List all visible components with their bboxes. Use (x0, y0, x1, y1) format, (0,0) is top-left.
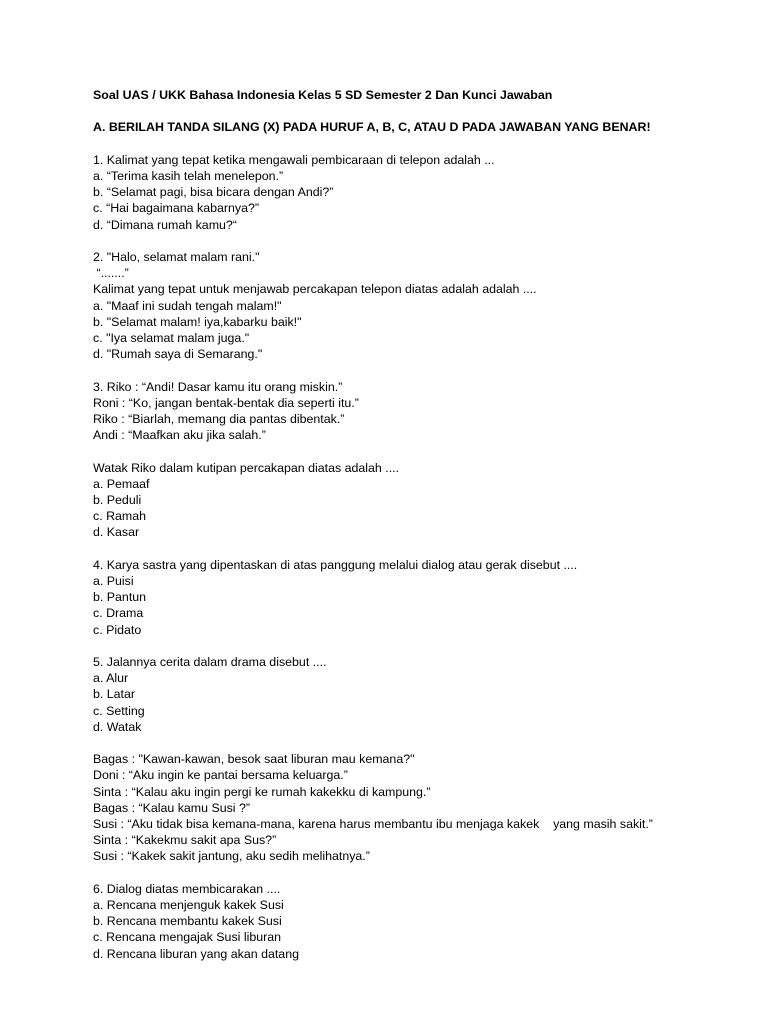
dialog-line: Susi : “Aku tidak bisa kemana-mana, karena harus membantu ibu menjaga kakek yang masih sakit.” (93, 817, 653, 832)
option-d: d. Kasar (93, 525, 140, 540)
question-text: 4. Karya sastra yang dipentaskan di atas panggung melalui dialog atau gerak disebut .... (93, 557, 578, 572)
question-text: Kalimat yang tepat untuk menjawab percakapan telepon diatas adalah adalah .... (93, 282, 537, 297)
option-c: c. "Iya selamat malam juga." (93, 331, 250, 345)
section-heading: A. BERILAH TANDA SILANG (X) PADA HURUF A, B, C, ATAU D PADA JAWABAN YANG BENAR! (93, 120, 651, 135)
dialog-line: Susi : “Kakek sakit jantung, aku sedih melihatnya.” (93, 849, 370, 864)
option-b: b. “Selamat pagi, bisa bicara dengan Andi?” (93, 185, 334, 200)
question-2 (93, 249, 748, 362)
option-c: c. Setting (93, 703, 145, 718)
dialog-line: Bagas : "Kawan-kawan, besok saat liburan mau kemana?" (93, 752, 415, 767)
option-a: a. Alur (93, 671, 129, 686)
option-b: b. Pantun (93, 590, 147, 605)
question-4 (93, 557, 748, 638)
dialog-line: Doni : “Aku ingin ke pantai bersama keluarga.” (93, 768, 348, 783)
option-d: d. Watak (93, 719, 142, 734)
dialog-line: Riko : “Biarlah, memang dia pantas dibentak.” (93, 412, 345, 426)
document-content (93, 87, 748, 962)
option-a: a. "Maaf ini sudah tengah malam!" (93, 298, 282, 313)
dialog-line: “.......” (93, 266, 129, 281)
option-b: b. Latar (93, 687, 136, 702)
dialog-line: Bagas : “Kalau kamu Susi ?” (93, 800, 251, 815)
option-a: a. Rencana menjenguk kakek Susi (93, 898, 284, 913)
dialog-line: 2. "Halo, selamat malam rani." (93, 249, 260, 264)
option-a: a. Pemaaf (93, 476, 150, 491)
option-b: b. "Selamat malam! iya,kabarku baik!" (93, 314, 302, 329)
document-title: Soal UAS / UKK Bahasa Indonesia Kelas 5 SD Semester 2 Dan Kunci Jawaban (93, 88, 553, 102)
question-3 (93, 379, 748, 541)
dialog-line: Roni : “Ko, jangan bentak-bentak dia seperti itu.” (93, 395, 359, 410)
dialog-block (93, 751, 748, 864)
dialog-line: Andi : “Maafkan aku jika salah.” (93, 428, 266, 443)
option-a: a. Puisi (93, 574, 134, 588)
question-1 (93, 152, 748, 233)
option-d: d. "Rumah saya di Semarang." (93, 347, 263, 362)
question-text: Watak Riko dalam kutipan percakapan diatas adalah .... (93, 460, 400, 475)
question-6 (93, 881, 748, 962)
option-c: c. Drama (93, 606, 144, 621)
option-d: d. “Dimana rumah kamu?“ (93, 217, 237, 232)
option-c: c. “Hai bagaimana kabarnya?” (93, 201, 259, 216)
option-b: b. Rencana membantu kakek Susi (93, 914, 282, 929)
option-a: a. “Terima kasih telah menelepon.” (93, 168, 284, 183)
option-b: b. Peduli (93, 493, 142, 507)
dialog-line: Sinta : “Kalau aku ingin pergi ke rumah kakekku di kampung.” (93, 784, 431, 799)
option-d: c. Pidato (93, 622, 142, 637)
question-text: 6. Dialog diatas membicarakan .... (93, 881, 281, 896)
dialog-line: Sinta : “Kakekmu sakit apa Sus?” (93, 833, 277, 848)
question-5 (93, 654, 748, 735)
option-d: d. Rencana liburan yang akan datang (93, 946, 299, 961)
option-c: c. Ramah (93, 509, 147, 524)
question-text: 1. Kalimat yang tepat ketika mengawali pembicaraan di telepon adalah ... (93, 152, 495, 167)
option-c: c. Rencana mengajak Susi liburan (93, 930, 282, 945)
question-text: 5. Jalannya cerita dalam drama disebut .... (93, 655, 327, 669)
dialog-line: 3. Riko : “Andi! Dasar kamu itu orang miskin.” (93, 379, 343, 394)
